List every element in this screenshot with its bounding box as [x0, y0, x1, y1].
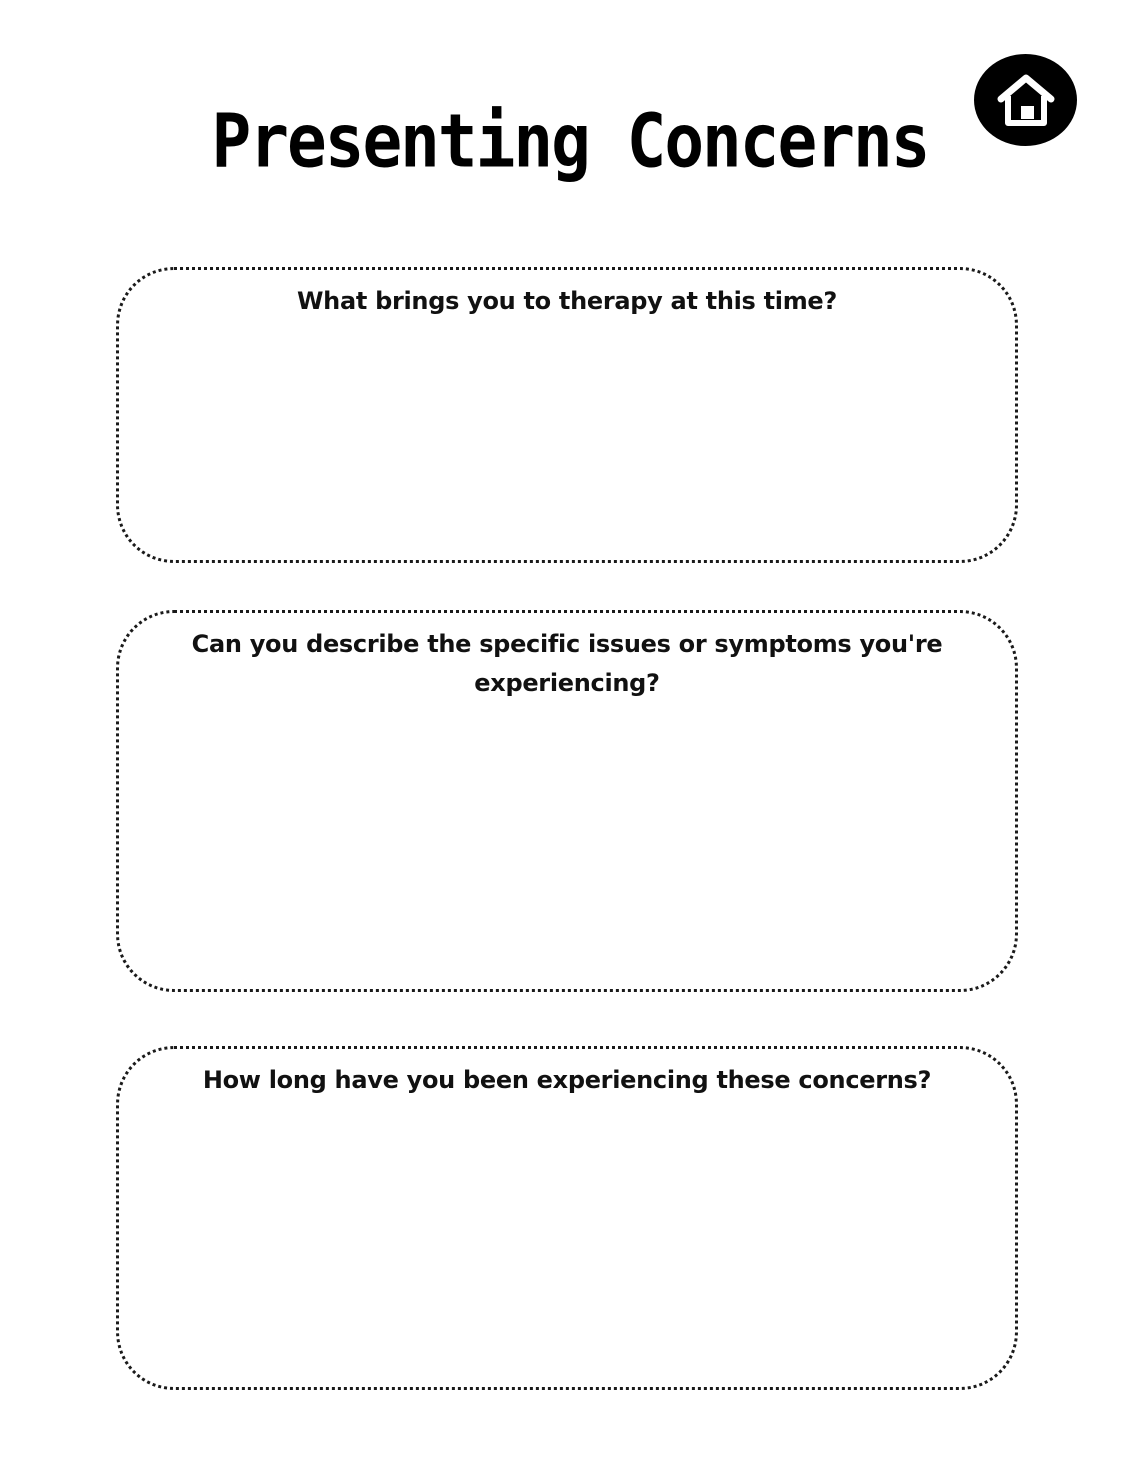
answer-area[interactable]: [149, 1109, 985, 1363]
prompt-box-symptoms: [116, 610, 1018, 992]
prompt-question: Can you describe the specific issues or symptoms you're experiencing?: [191, 630, 943, 697]
prompt-question: What brings you to therapy at this time?: [296, 287, 838, 315]
prompt-question: How long have you been experiencing these concerns?: [202, 1066, 932, 1094]
page-title: Presenting Concerns: [211, 98, 929, 185]
answer-area[interactable]: [149, 330, 985, 536]
prompt-box-therapy-reason: [116, 267, 1018, 563]
answer-area[interactable]: [149, 709, 985, 965]
prompt-box-duration: [116, 1046, 1018, 1390]
